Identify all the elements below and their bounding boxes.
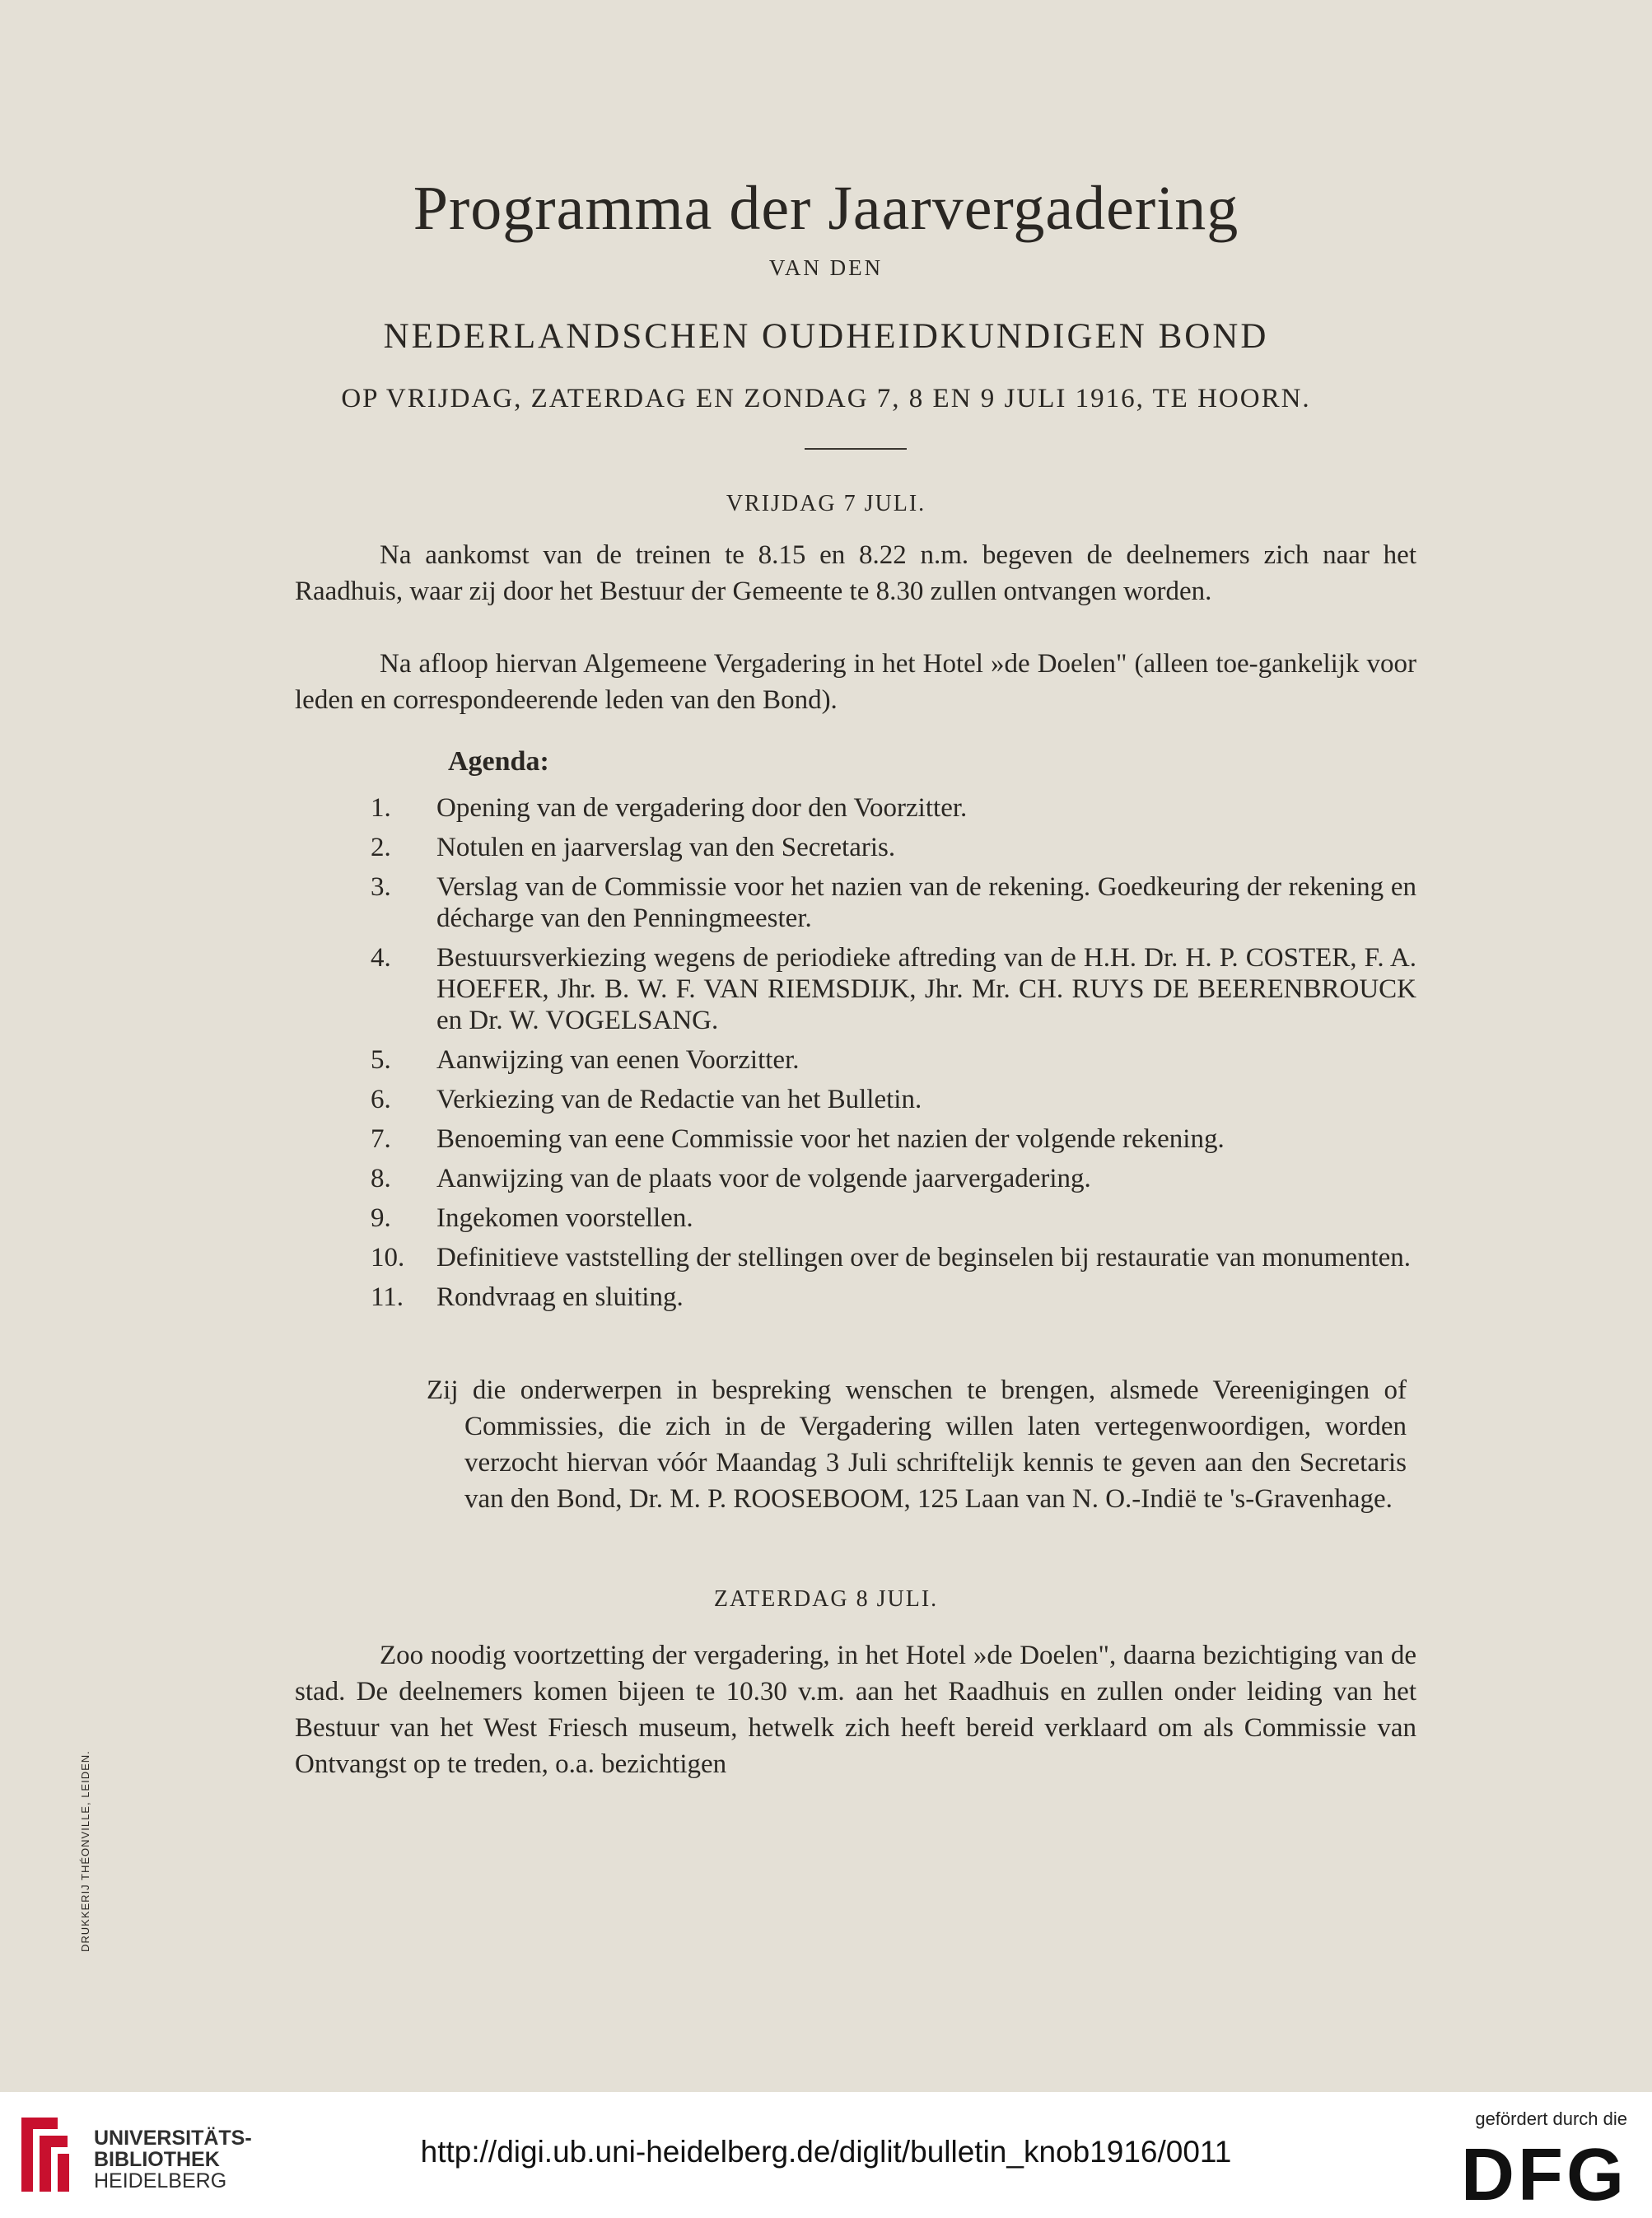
agenda-item — [371, 1163, 1416, 1194]
agenda-item-text: Definitieve vaststelling der stellingen over de beginselen bij restauratie van monumenten. — [436, 1243, 1412, 1272]
agenda-item — [371, 1084, 1416, 1115]
agenda-item-number: 3. — [371, 872, 391, 902]
friday-heading: VRIJDAG 7 JULI. — [726, 491, 926, 516]
agenda-item-number: 1. — [371, 793, 391, 823]
agenda-item-number: 2. — [371, 833, 391, 862]
agenda-item-number: 4. — [371, 943, 391, 973]
agenda-item-text: Verkiezing van de Redactie van het Bulletin. — [436, 1085, 922, 1114]
agenda-title: Agenda: — [448, 746, 549, 777]
dfg-logo: DFG — [1461, 2134, 1627, 2216]
agenda-item-text: Bestuursverkiezing wegens de periodieke aftreding van de H.H. Dr. H. P. COSTER, F. A. HOEFER, Jhr. B. W. F. VAN RIEMSDIJK, Jhr. Mr. CH. RUYS DE BEERENBROUCK en Dr. W. VOGELSANG. — [436, 943, 1416, 1035]
agenda-item — [371, 792, 1416, 824]
agenda-item — [371, 871, 1416, 934]
agenda-item-text: Verslag van de Commissie voor het nazien van de rekening. Goedkeuring der rekening en décharge van den Penningmeester. — [436, 872, 1416, 933]
saturday-heading: ZATERDAG 8 JULI. — [713, 1586, 939, 1612]
library-line-3: HEIDELBERG — [94, 2169, 227, 2192]
agenda-item-number: 5. — [371, 1045, 391, 1075]
agenda-item-number: 9. — [371, 1203, 391, 1233]
agenda-item — [371, 1123, 1416, 1155]
funded-by-label: gefördert durch die — [1475, 2108, 1627, 2129]
agenda-item — [371, 1242, 1416, 1273]
agenda-item-text: Rondvraag en sluiting. — [436, 1282, 684, 1312]
agenda-item-number: 11. — [371, 1282, 404, 1312]
friday-paragraph-2-text: Na afloop hiervan Algemeene Vergadering in het Hotel »de Doelen" (alleen toe-gankelijk voor leden en correspondeerende leden van den Bond). — [295, 649, 1416, 715]
source-url-link[interactable]: http://digi.ub.uni-heidelberg.de/diglit/bulletin_knob1916/0011 — [420, 2135, 1232, 2169]
subtitle-van-den: VAN DEN — [768, 255, 884, 280]
agenda-item-text: Opening van de vergadering door den Voorzitter. — [436, 793, 968, 823]
printer-imprint-text: DRUKKERIJ THÉONVILLE, LEIDEN. — [79, 1750, 91, 1952]
agenda-item — [371, 1044, 1416, 1076]
agenda-item-text: Benoeming van eene Commissie voor het nazien der volgende rekening. — [436, 1124, 1225, 1154]
subtitle-dates-location: OP VRIJDAG, ZATERDAG EN ZONDAG 7, 8 EN 9 JULI 1916, TE HOORN. — [341, 384, 1311, 413]
agenda-item-text: Notulen en jaarverslag van den Secretaris. — [436, 833, 896, 862]
agenda-item-text: Aanwijzing van de plaats voor de volgende jaarvergadering. — [436, 1164, 1091, 1193]
agenda-note: Zij die onderwerpen in bespreking wenschen te brengen, alsmede Vereenigingen of Commissies, die zich in de Vergadering willen laten vertegenwoordigen, worden verzocht hiervan vóór Maandag 3 Juli schriftelijk kennis te geven aan den Secretaris van den Bond, Dr. M. P. ROOSEBOOM, 125 Laan van N. O.-Indië te 's-Gravenhage. — [427, 1375, 1407, 1514]
agenda-item-number: 8. — [371, 1164, 391, 1193]
agenda-item-number: 7. — [371, 1124, 391, 1154]
agenda-item-text: Aanwijzing van eenen Voorzitter. — [436, 1045, 800, 1075]
agenda-item — [371, 832, 1416, 863]
friday-paragraph-1 — [295, 537, 1416, 609]
agenda-item-text: Ingekomen voorstellen. — [436, 1203, 693, 1233]
subtitle-bond-name: NEDERLANDSCHEN OUDHEIDKUNDIGEN BOND — [383, 317, 1269, 356]
page-title: Programma der Jaarvergadering — [413, 174, 1239, 243]
library-line-2: BIBLIOTHEK — [94, 2148, 220, 2171]
agenda-list — [371, 792, 1416, 1321]
saturday-paragraph-1 — [295, 1637, 1416, 1782]
agenda-item-number: 10. — [371, 1243, 405, 1272]
friday-paragraph-2 — [295, 646, 1416, 718]
printer-imprint — [79, 1705, 96, 1952]
agenda-item — [371, 1202, 1416, 1234]
agenda-item — [371, 942, 1416, 1036]
saturday-paragraph-1-text: Zoo noodig voortzetting der vergadering, in het Hotel »de Doelen", daarna bezichtiging van de stad. De deelnemers komen bijeen te 10.30 v.m. aan het Raadhuis en zullen onder leiding van het Bestuur van het West Friesch museum, hetwelk zich heeft bereid verklaard om als Commissie van Ontvangst op te treden, o.a. bezichtigen — [295, 1641, 1416, 1779]
title-divider — [805, 448, 907, 450]
agenda-item-number: 6. — [371, 1085, 391, 1114]
friday-paragraph-1-text: Na aankomst van de treinen te 8.15 en 8.22 n.m. begeven de deelnemers zich naar het Raadhuis, waar zij door het Bestuur der Gemeente te 8.30 zullen ontvangen worden. — [295, 540, 1416, 606]
library-line-1: UNIVERSITÄTS- — [94, 2127, 252, 2150]
agenda-item — [371, 1282, 1416, 1313]
